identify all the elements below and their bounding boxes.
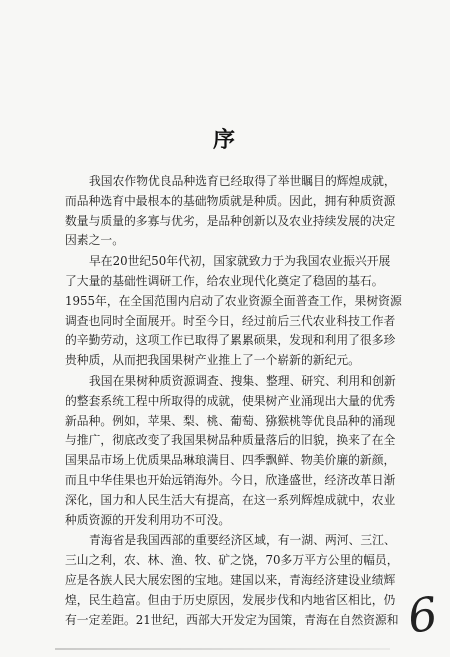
text-line: 我国在果树种质资源调查、搜集、整理、研究、利用和创新 [89, 373, 396, 388]
text-line: 种质资源的开发利用功不可没。 [65, 512, 231, 527]
preface-body [65, 172, 402, 630]
paragraph [65, 252, 402, 371]
paragraph [65, 172, 395, 251]
text-line: 新品种。例如，苹果、梨、桃、葡萄、猕猴桃等优良品种的涌现 [65, 413, 396, 428]
text-line: 深化，国力和人民生活大有提高，在这一系列辉煌成就中，农业 [65, 492, 396, 507]
text-line: 的整套系统工程中所取得的成就，使果树产业涌现出大量的优秀 [65, 393, 396, 408]
text-line: 国果品市场上优质果品琳琅满目、四季飘鲜、物美价廉的新颜， [65, 453, 396, 468]
text-line: 青海省是我国西部的重要经济区域，有一湖、两河、三江、 [89, 533, 396, 548]
preface-title: 序 [212, 128, 237, 153]
text-line: 有一定差距。21世纪，西部大开发定为国策，青海在自然资源和 [65, 612, 399, 627]
page-edge-shadow [55, 648, 390, 650]
text-line: 的辛勤劳动，这项工作已取得了累累硕果，发现和利用了很多珍 [65, 333, 396, 348]
handwritten-page-number: 6 [404, 586, 441, 644]
text-line: 三山之利，农、林、渔、牧、矿之饶，70多万平方公里的幅员， [65, 553, 399, 568]
paragraph [65, 531, 399, 630]
text-line: 应是各族人民大展宏图的宝地。建国以来，青海经济建设业绩辉 [65, 572, 396, 587]
text-line: 煌，民生趋富。但由于历史原因，发展步伐和内地省区相比，仍 [65, 592, 396, 607]
text-line: 而且中华佳果也开始远销海外。今日，欣逢盛世，经济改革日渐 [65, 472, 396, 487]
text-line: 因素之一。 [65, 233, 124, 248]
text-line: 贵种质，从而把我国果树产业推上了一个崭新的新纪元。 [65, 353, 360, 368]
text-line: 了大量的基础性调研工作，给农业现代化奠定了稳固的基石。 [65, 273, 384, 288]
text-line: 调查也同时全面展开。时至今日，经过前后三代农业科技工作者 [65, 313, 396, 328]
text-line: 早在20世纪50年代初，国家就致力于为我国农业振兴开展 [89, 254, 391, 269]
text-line: 数量与质量的多寡与优劣，是品种创新以及农业持续发展的决定 [65, 213, 396, 228]
text-line: 与推广，彻底改变了我国果树品种质量落后的旧貌，换来了在全 [65, 433, 396, 448]
text-line: 而品种选育中最根本的基础物质就是种质。因此，拥有种质资源 [65, 193, 396, 208]
paragraph [65, 372, 395, 530]
text-line: 1955年，在全国范围内启动了农业资源全面普查工作，果树资源 [65, 293, 402, 308]
text-line: 我国农作物优良品种选育已经取得了举世瞩目的辉煌成就， [89, 174, 396, 188]
